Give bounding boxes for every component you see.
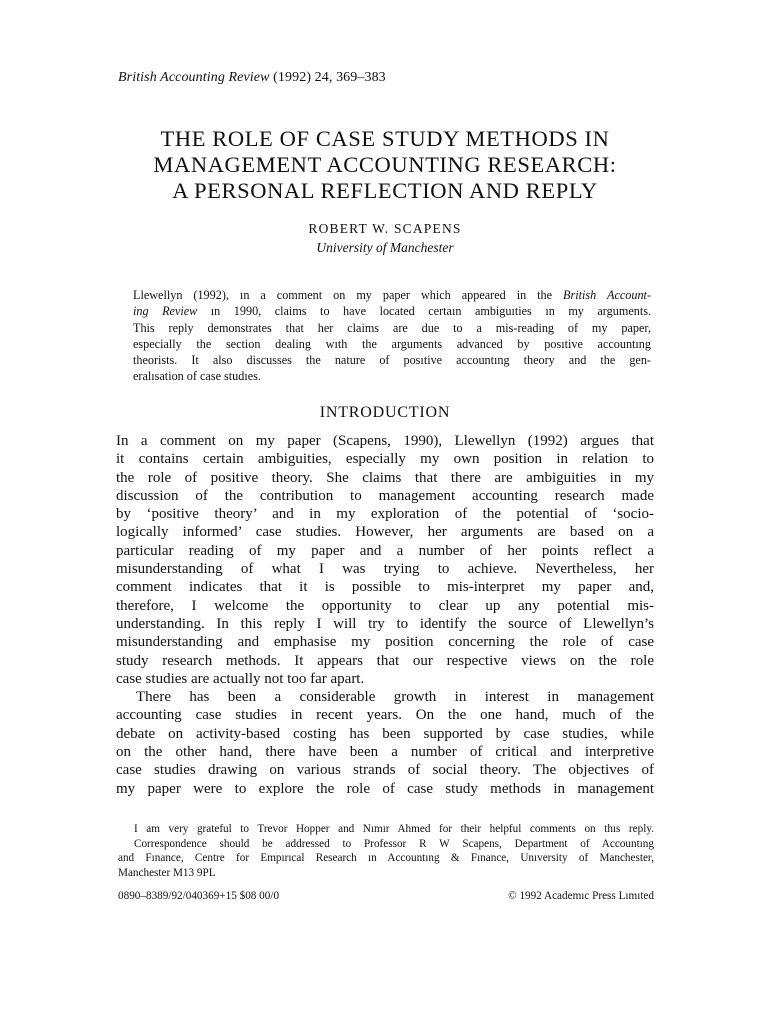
body-line: it contains certain ambiguities, especially my own position in relation to (116, 451, 654, 468)
footnote-line: I am very grateful to Trevor Hopper and Nımır Ahmed for their helpful comments on thıs reply. (134, 823, 654, 835)
publication-info (118, 890, 654, 902)
body-line: discussion of the contribution to management accounting research made (116, 487, 654, 504)
body-line: In a comment on my paper (Scapens, 1990), Llewellyn (1992) argues that (116, 433, 654, 449)
body-line: study research methods. It appears that our respective views on the role (116, 652, 654, 669)
abstract-text: ın 1990, claims to have located certaın ambiguıties ın my arguments. (197, 304, 651, 319)
body-line: therefore, I welcome the opportunity to clear up any potential mis- (116, 597, 654, 614)
journal-volume-pages: (1992) 24, 369–383 (273, 70, 386, 85)
abstract-journal-italic: ing Review (133, 304, 198, 319)
body-line: accounting case studies in recent years. On the one hand, much of the (116, 707, 654, 724)
body-line: understanding. In this reply I will try to identify the source of Llewellyn’s (116, 615, 654, 632)
footnote-line: and Fınance, Centre for Empırıcal Research ın Accountıng & Fınance, Unıversity of Manchester, (118, 852, 654, 865)
title-line: A PERSONAL REFLECTION AND REPLY (172, 178, 598, 203)
journal-name: British Accounting Review (118, 70, 270, 85)
copyright: © 1992 Academıc Press Lımıted (508, 890, 654, 902)
body-line: case studies drawing on various strands of social theory. The objectives of (116, 762, 654, 779)
body-line: misunderstanding and emphasise my position concerning the role of case (116, 634, 654, 651)
body-line: case studies are actually not too far apart. (116, 670, 365, 687)
paper-title (100, 126, 670, 204)
title-line: THE ROLE OF CASE STUDY METHODS IN (160, 126, 610, 151)
author-name: ROBERT W. SCAPENS (308, 221, 462, 236)
footnote-line: Correspondence should be addressed to Professor R W Scapens, Department of Accountıng (134, 837, 654, 850)
abstract-line: eralısation of case studıes. (133, 369, 261, 384)
abstract-journal-italic: British Account- (563, 288, 651, 302)
issn-code: 0890–8389/92/040369+15 $08 00/0 (118, 890, 280, 902)
body-line: the role of positive theory. She claims that there are ambiguities in my (116, 469, 654, 486)
abstract-text: Llewellyn (1992), ın a comment on my paper which appeared in the (133, 288, 564, 302)
body-text (116, 432, 654, 798)
abstract-line: This reply demonstrates that her claims are due to a mis-reading of my paper, (133, 320, 651, 335)
body-line: There has been a considerable growth in interest in management (136, 689, 654, 706)
footnote-line: Manchester M13 9PL (118, 867, 216, 880)
journal-citation (118, 70, 386, 86)
abstract (133, 287, 651, 385)
footnotes (118, 822, 654, 881)
body-line: comment indicates that it is possible to mis-interpret my paper and, (116, 579, 654, 596)
abstract-line (133, 287, 651, 303)
abstract-line: especially the section dealing wıth the arguments advanced by posıtive accountıng (133, 336, 651, 351)
abstract-line (133, 303, 651, 319)
section-heading: INTRODUCTION (319, 404, 451, 421)
body-line: misunderstanding of what I was trying to achieve. Nevertheless, her (116, 561, 654, 578)
body-line: my paper were to explore the role of case study methods in management (116, 780, 654, 797)
body-line: by ‘positive theory’ and in my exploration of the potential of ‘socio- (116, 506, 654, 523)
body-line: on the other hand, there have been a number of critical and interpretive (116, 744, 654, 761)
body-line: debate on activity-based costing has been supported by case studies, while (116, 725, 654, 742)
body-line: logically informed’ case studies. However, her arguments are based on a (116, 524, 654, 541)
body-line: particular reading of my paper and a number of her points reflect a (116, 542, 654, 559)
abstract-line: theorists. It also discusses the nature of posıtive accountıng theory and the gen- (133, 353, 651, 368)
author-affiliation: University of Manchester (316, 240, 454, 255)
title-line: MANAGEMENT ACCOUNTING RESEARCH: (153, 152, 617, 177)
